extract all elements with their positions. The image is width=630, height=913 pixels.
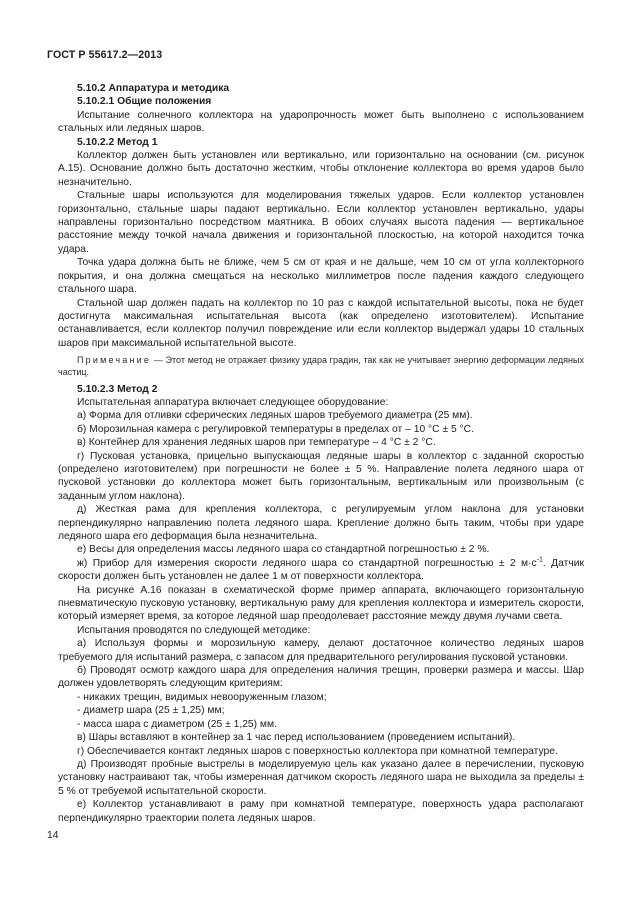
list-item-procedure-d: г) Обеспечивается контакт ледяных шаров с поверхностью коллектора при комнатной температуре.: [77, 745, 558, 757]
list-item-equipment-b: б) Морозильная камера с регулировкой температуры в пределах от – 10 °С ± 5 °С.: [77, 423, 474, 435]
note-text: — Этот метод не отражает физику удара градин, так как не учитывает энергию деформации ледяных частиц.: [58, 355, 584, 378]
paragraph-method1-1: Коллектор должен быть установлен или вертикально, или горизонтально на основании (см. рисунок А.15). Основание должно быть достаточно жестким, чтобы отклонение коллектора во время ударов было незначительно.: [58, 150, 584, 188]
heading-method-1: 5.10.2.2 Метод 1: [77, 136, 158, 148]
list-item-procedure-e: д) Производят пробные выстрелы в моделируемую цель как указано далее в перечислении, пусковую установку настраивают так, чтобы измеренная датчиком скорость ледяного шара не выходила за пределы ± 5 % от требуемой испытательной скорости.: [58, 758, 584, 797]
document-header: ГОСТ Р 55617.2—2013: [47, 49, 163, 61]
list-item-procedure-f: е) Коллектор устанавливают в раму при комнатной температуре, поверхность удара располагают перпендикулярно траектории полета ледяных шаров.: [58, 799, 584, 824]
paragraph-method2-intro: Испытательная аппаратура включает следующее оборудование:: [77, 396, 389, 408]
list-item-criterion-1: - никаких трещин, видимых невооруженным глазом;: [77, 691, 327, 703]
list-item-equipment-c: в) Контейнер для хранения ледяных шаров при температуре – 4 °С ± 2 °С.: [77, 437, 436, 449]
paragraph-method1-3: Точка удара должна быть не ближе, чем 5 см от края и не дальше, чем 10 см от угла коллекторного покрытия, и она должна смещаться на несколько миллиметров после падения каждого следующего стального шара.: [58, 257, 584, 296]
heading-method-2: 5.10.2.3 Метод 2: [77, 383, 158, 395]
list-item-procedure-a: а) Используя формы и морозильную камеру, делают достаточное количество ледяных шаров требуемого для испытаний размера, с запасом для предварительного регулирования пусковой установки.: [58, 638, 584, 663]
list-item-criterion-2: - диаметр шара (25 ± 1,25) мм;: [77, 705, 225, 717]
list-item-equipment-e: д) Жесткая рама для крепления коллектора, с регулируемым углом наклона для установки перпендикулярно направлению полета ледяного шара. Крепление должно быть таким, чтобы при ударе ледяного шара его деформация была незначительна.: [58, 504, 584, 542]
document-body: [58, 82, 584, 825]
heading-5-10-2: 5.10.2 Аппаратура и методика: [77, 83, 230, 94]
equipment-g-text: ж) Прибор для измерения скорости ледяного шара со стандартной погрешностью ± 2 м·с: [77, 557, 537, 569]
page-number: 14: [47, 830, 59, 841]
list-item-procedure-b: б) Проводят осмотр каждого шара для определения наличия трещин, проверки размера и массы. Шар должен удовлетворять следующим критериям:: [58, 665, 584, 690]
list-item-procedure-c: в) Шары вставляют в контейнер за 1 час перед использованием (проведением испытаний).: [77, 732, 516, 744]
list-item-equipment-d: г) Пусковая установка, прицельно выпускающая ледяные шары в коллектор с заданной скоростью (определено изготовителем) при погрешности не более ± 5 %. Направление полета ледяного шара от пусковой установки до коллектора может быть горизонтальным, вертикальным или произвольным (с заданным углом наклона).: [58, 450, 584, 502]
paragraph-method1-2: Стальные шары используются для моделирования тяжелых ударов. Если коллектор установлен горизонтально, стальные шары падают вертикально. Если коллектор установлен вертикально, удары направлены горизонтально посредством маятника. В обоих случаях высота падения — вертикальное расстояние между точкой начала движения и горизонтальной плоскостью, на которой находится точка удара.: [58, 190, 584, 255]
list-item-equipment-f: е) Весы для определения массы ледяного шара со стандартной погрешностью ± 2 %.: [77, 544, 490, 556]
paragraph-general: Испытание солнечного коллектора на ударопрочность может быть выполнено с использованием стальных или ледяных шаров.: [58, 109, 584, 135]
list-item-equipment-a: а) Форма для отливки сферических ледяных шаров требуемого диаметра (25 мм).: [77, 410, 473, 422]
note-label: Примечание: [77, 355, 152, 366]
list-item-criterion-3: - масса шара с диаметром (25 ± 1,25) мм.: [77, 718, 277, 730]
heading-5-10-2-1: 5.10.2.1 Общие положения: [77, 96, 212, 108]
list-item-equipment-g: [58, 557, 584, 584]
equipment-g-superscript: -1: [536, 556, 543, 564]
equipment-g-text-end: . Датчик скорости должен быть установлен не далее 1 м от поверхности коллектора.: [58, 557, 584, 583]
paragraph-method1-4: Стальной шар должен падать на коллектор по 10 раз с каждой испытательной высоты, пока не будет достигнута максимальная испытательная высота (как определено изготовителем). Испытание останавливается, если коллектор получил повреждение или если коллектор выдержал удары 10 стальных шаров при максимальной испытательной высоте.: [58, 297, 584, 349]
paragraph-procedure-intro: Испытания проводятся по следующей методике:: [77, 624, 311, 636]
note: [58, 354, 584, 378]
paragraph-figure-reference: На рисунке А.16 показан в схематической форме пример аппарата, включающего горизонтальную пневматическую пусковую установку, вертикальную раму для крепления коллектора и измеритель скорости, который измеряет время, за которое ледяной шар преодолевает расстояние между двумя лучами света.: [58, 584, 584, 623]
